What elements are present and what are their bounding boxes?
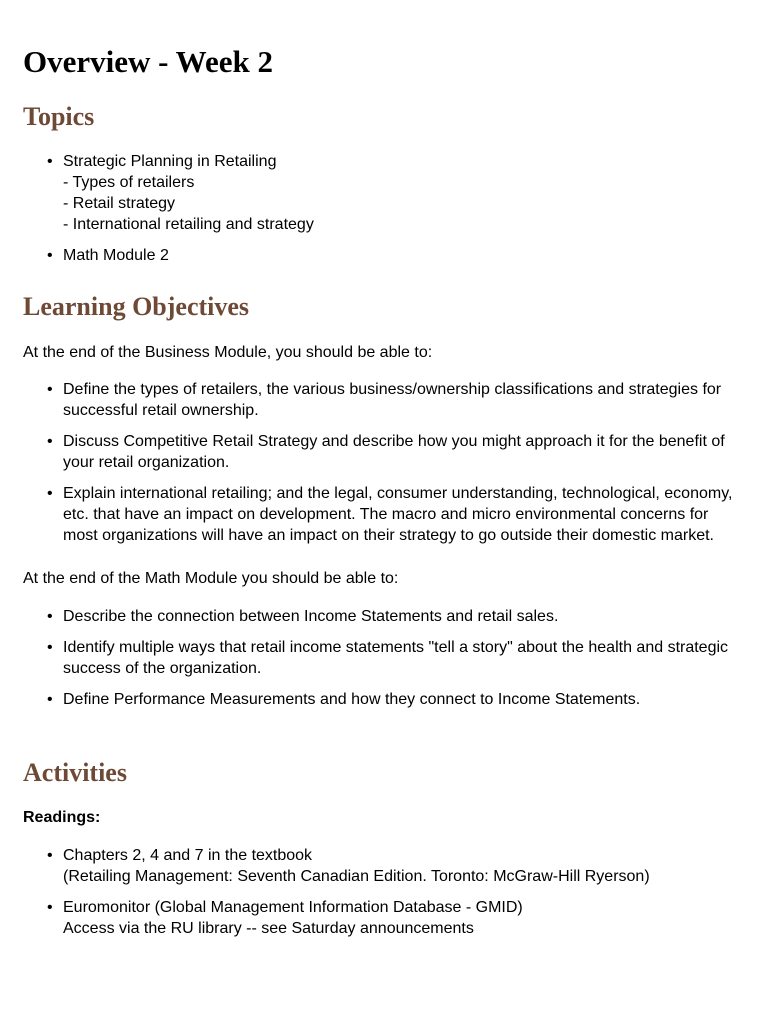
list-item xyxy=(23,151,745,235)
bullet-icon: • xyxy=(47,485,53,502)
topic-subline: - Types of retailers xyxy=(63,174,195,191)
list-item xyxy=(23,689,745,710)
learning-objectives-heading: Learning Objectives xyxy=(23,292,250,321)
math-intro: At the end of the Math Module you should be able to: xyxy=(23,570,399,587)
math-objectives-list xyxy=(23,606,745,720)
bullet-icon: • xyxy=(47,153,53,170)
bullet-icon: • xyxy=(47,691,53,708)
list-item xyxy=(23,637,745,679)
objective-text: Define the types of retailers, the various business/ownership classifications and strategies for successful retail ownership. xyxy=(63,381,722,419)
bullet-icon: • xyxy=(47,608,53,625)
topic-line: Strategic Planning in Retailing xyxy=(63,153,277,170)
reading-line: Euromonitor (Global Management Information Database - GMID) xyxy=(63,899,523,916)
topic-subline: - International retailing and strategy xyxy=(63,216,314,233)
reading-line: (Retailing Management: Seventh Canadian Edition. Toronto: McGraw-Hill Ryerson) xyxy=(63,868,650,885)
business-intro: At the end of the Business Module, you should be able to: xyxy=(23,344,433,361)
objective-text: Explain international retailing; and the legal, consumer understanding, technological, economy, etc. that have an impact on development. The macro and micro environmental concerns for most organizations will have an impact on their strategy to go outside their domestic market. xyxy=(63,485,733,544)
list-item xyxy=(23,897,745,939)
topic-line: Math Module 2 xyxy=(63,247,169,264)
bullet-icon: • xyxy=(47,433,53,450)
topics-list xyxy=(23,151,745,276)
bullet-icon: • xyxy=(47,639,53,656)
list-item xyxy=(23,245,745,266)
list-item xyxy=(23,379,745,421)
reading-line: Chapters 2, 4 and 7 in the textbook xyxy=(63,847,313,864)
bullet-icon: • xyxy=(47,247,53,264)
objective-text: Identify multiple ways that retail income statements "tell a story" about the health and strategic success of the organization. xyxy=(63,639,729,677)
business-objectives-list xyxy=(23,379,745,556)
bullet-icon: • xyxy=(47,847,53,864)
activities-heading: Activities xyxy=(23,758,127,787)
readings-list xyxy=(23,845,745,949)
page-title: Overview - Week 2 xyxy=(23,44,273,79)
list-item xyxy=(23,483,745,546)
topic-subline: - Retail strategy xyxy=(63,195,176,212)
list-item xyxy=(23,431,745,473)
objective-text: Discuss Competitive Retail Strategy and describe how you might approach it for the benefit of your retail organization. xyxy=(63,433,725,471)
readings-label: Readings: xyxy=(23,809,101,826)
list-item xyxy=(23,606,745,627)
reading-line: Access via the RU library -- see Saturday announcements xyxy=(63,920,474,937)
bullet-icon: • xyxy=(47,899,53,916)
topics-heading: Topics xyxy=(23,102,95,131)
objective-text: Describe the connection between Income Statements and retail sales. xyxy=(63,608,559,625)
bullet-icon: • xyxy=(47,381,53,398)
list-item xyxy=(23,845,745,887)
objective-text: Define Performance Measurements and how they connect to Income Statements. xyxy=(63,691,641,708)
